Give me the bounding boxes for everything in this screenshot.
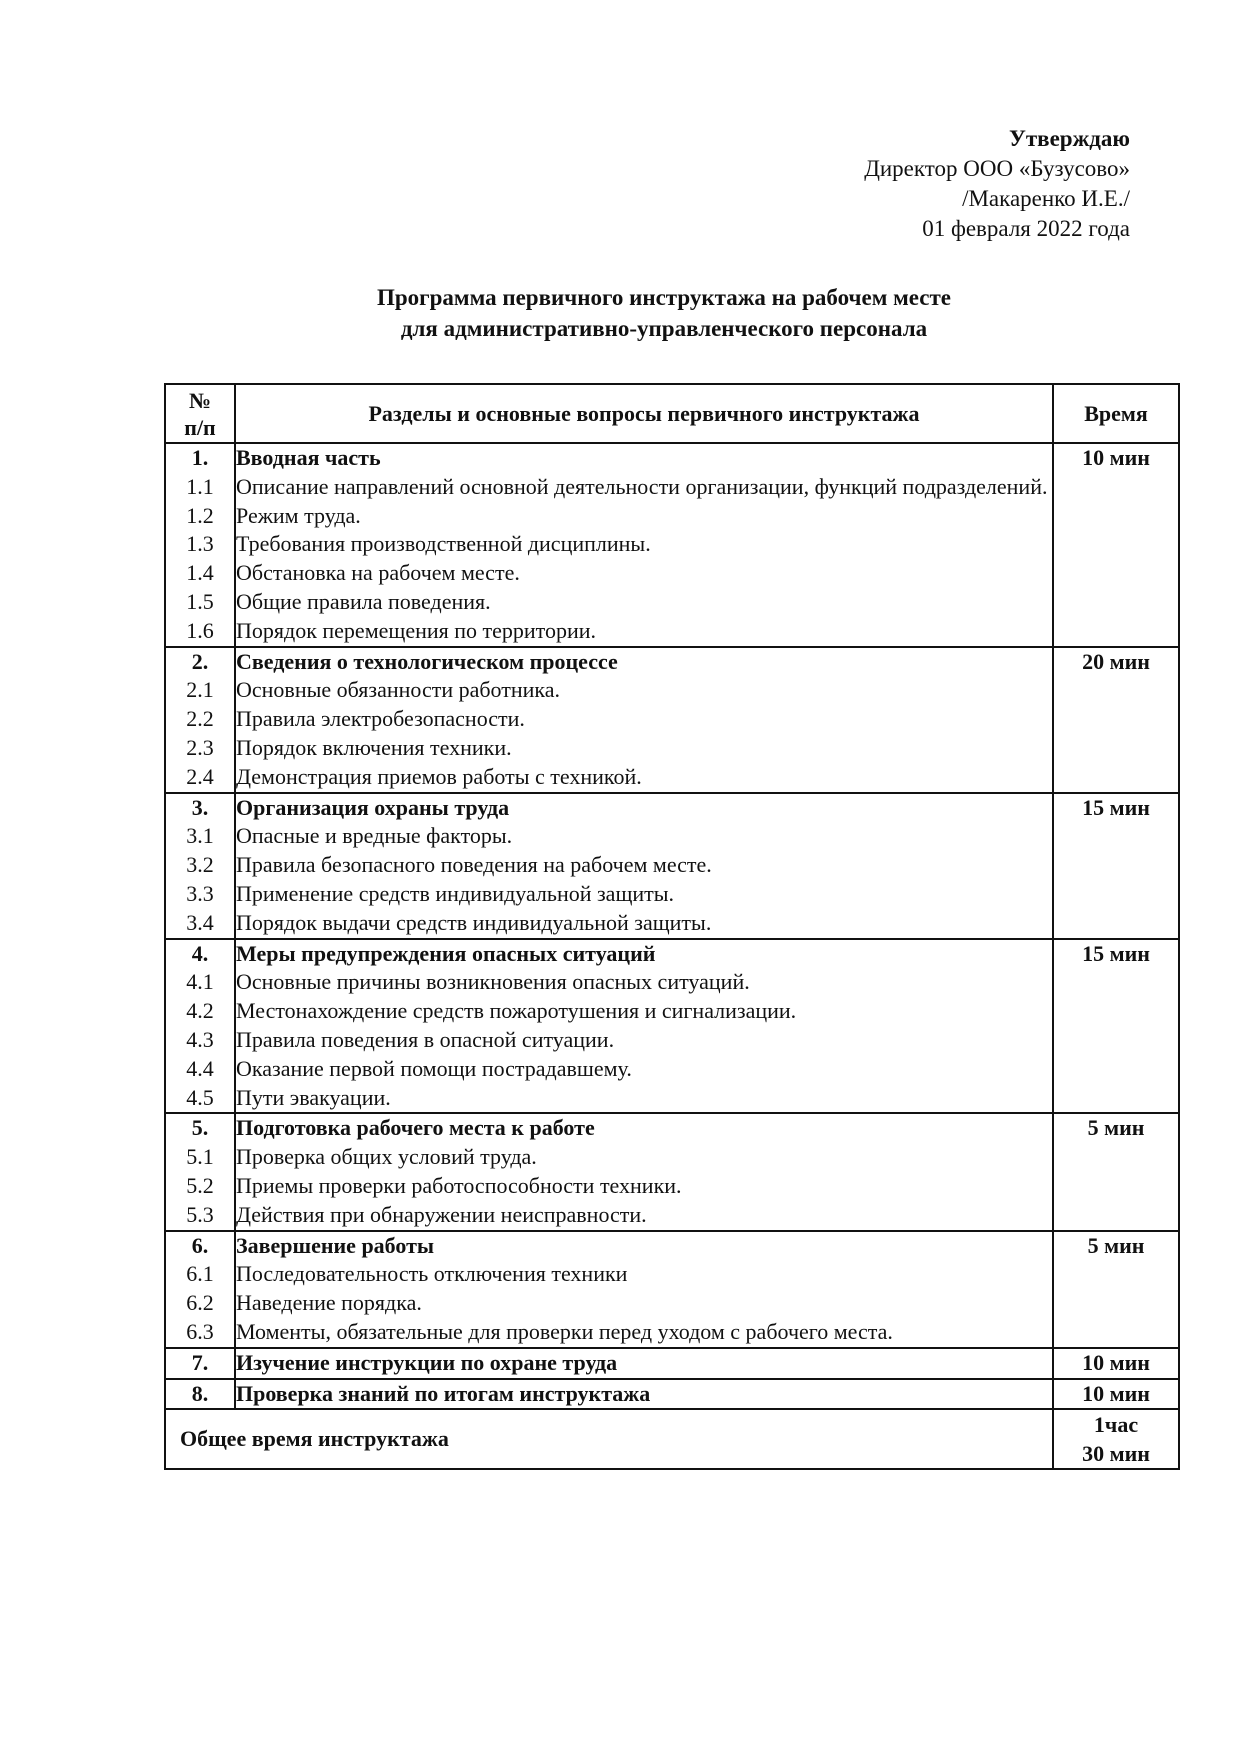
item-row (165, 851, 1179, 880)
approval-name: /Макаренко И.Е./ (962, 186, 1130, 211)
item-time-empty (1053, 734, 1179, 763)
item-time-empty (1053, 851, 1179, 880)
item-row (165, 473, 1179, 502)
item-time-empty (1053, 1143, 1179, 1172)
item-time-empty (1053, 1026, 1179, 1055)
item-time-empty (1053, 1084, 1179, 1114)
item-time-empty (1053, 473, 1179, 502)
header-time: Время (1053, 384, 1179, 443)
section-title: Сведения о технологическом процессе (235, 647, 1053, 677)
item-text: Проверка общих условий труда. (235, 1143, 1053, 1172)
section-row (165, 1379, 1179, 1410)
item-number: 3.3 (165, 880, 235, 909)
section-number: 1. (165, 443, 235, 473)
item-text: Основные обязанности работника. (235, 676, 1053, 705)
item-row (165, 763, 1179, 793)
item-number: 2.4 (165, 763, 235, 793)
total-row (165, 1409, 1179, 1469)
section-time: 10 мин (1053, 1379, 1179, 1410)
total-time (1053, 1409, 1179, 1469)
approval-title: Утверждаю (1009, 126, 1130, 151)
program-table (164, 383, 1180, 1470)
item-text: Правила безопасного поведения на рабочем месте. (235, 851, 1053, 880)
item-time-empty (1053, 880, 1179, 909)
section-time: 5 мин (1053, 1113, 1179, 1143)
section-title: Завершение работы (235, 1231, 1053, 1261)
item-number: 1.6 (165, 617, 235, 647)
item-time-empty (1053, 705, 1179, 734)
approval-date: 01 февраля 2022 года (922, 216, 1130, 241)
section-title: Меры предупреждения опасных ситуаций (235, 939, 1053, 969)
item-number: 1.4 (165, 559, 235, 588)
item-row (165, 676, 1179, 705)
item-number: 4.3 (165, 1026, 235, 1055)
section-time: 10 мин (1053, 443, 1179, 473)
table-body (165, 443, 1179, 1469)
item-time-empty (1053, 1201, 1179, 1231)
item-text: Правила электробезопасности. (235, 705, 1053, 734)
item-text: Наведение порядка. (235, 1289, 1053, 1318)
header-number-line-1: № (188, 387, 212, 413)
item-number: 4.5 (165, 1084, 235, 1114)
document-title (0, 282, 1240, 344)
section-row (165, 1113, 1179, 1143)
section-time: 10 мин (1053, 1348, 1179, 1379)
item-time-empty (1053, 1318, 1179, 1348)
item-text: Требования производственной дисциплины. (235, 530, 1053, 559)
header-sections: Разделы и основные вопросы первичного инструктажа (235, 384, 1053, 443)
item-row (165, 1026, 1179, 1055)
item-time-empty (1053, 530, 1179, 559)
section-row (165, 443, 1179, 473)
item-row (165, 1260, 1179, 1289)
document-title-line-2: для административно-управленческого персонала (400, 316, 928, 341)
item-number: 3.1 (165, 822, 235, 851)
item-text: Правила поведения в опасной ситуации. (235, 1026, 1053, 1055)
item-time-empty (1053, 997, 1179, 1026)
item-number: 4.1 (165, 968, 235, 997)
item-time-empty (1053, 1055, 1179, 1084)
item-text: Местонахождение средств пожаротушения и сигнализации. (235, 997, 1053, 1026)
item-text: Порядок перемещения по территории. (235, 617, 1053, 647)
total-label: Общее время инструктажа (165, 1409, 1053, 1469)
item-number: 6.2 (165, 1289, 235, 1318)
item-text: Опасные и вредные факторы. (235, 822, 1053, 851)
document-title-line-1: Программа первичного инструктажа на рабочем месте (376, 285, 951, 310)
item-text: Применение средств индивидуальной защиты. (235, 880, 1053, 909)
section-number: 8. (165, 1379, 235, 1410)
item-text: Основные причины возникновения опасных ситуаций. (235, 968, 1053, 997)
item-row (165, 1318, 1179, 1348)
item-row (165, 502, 1179, 531)
item-number: 4.2 (165, 997, 235, 1026)
total-time-line-2: 30 мин (1082, 1441, 1150, 1467)
item-number: 1.2 (165, 502, 235, 531)
item-text: Последовательность отключения техники (235, 1260, 1053, 1289)
item-text: Пути эвакуации. (235, 1084, 1053, 1114)
item-text: Демонстрация приемов работы с техникой. (235, 763, 1053, 793)
item-text: Обстановка на рабочем месте. (235, 559, 1053, 588)
section-number: 2. (165, 647, 235, 677)
item-number: 5.3 (165, 1201, 235, 1231)
item-time-empty (1053, 822, 1179, 851)
item-time-empty (1053, 909, 1179, 939)
section-title: Проверка знаний по итогам инструктажа (235, 1379, 1053, 1410)
section-time: 20 мин (1053, 647, 1179, 677)
section-title: Подготовка рабочего места к работе (235, 1113, 1053, 1143)
section-number: 4. (165, 939, 235, 969)
header-number (165, 384, 235, 443)
item-text: Порядок выдачи средств индивидуальной защиты. (235, 909, 1053, 939)
item-time-empty (1053, 559, 1179, 588)
item-time-empty (1053, 502, 1179, 531)
item-row (165, 617, 1179, 647)
item-row (165, 1143, 1179, 1172)
item-text: Режим труда. (235, 502, 1053, 531)
item-time-empty (1053, 1289, 1179, 1318)
item-number: 6.1 (165, 1260, 235, 1289)
item-number: 1.3 (165, 530, 235, 559)
section-row (165, 647, 1179, 677)
item-time-empty (1053, 1172, 1179, 1201)
item-row (165, 559, 1179, 588)
item-text: Оказание первой помощи пострадавшему. (235, 1055, 1053, 1084)
item-text: Порядок включения техники. (235, 734, 1053, 763)
item-row (165, 705, 1179, 734)
table-header-row (165, 384, 1179, 443)
item-row (165, 1289, 1179, 1318)
item-row (165, 997, 1179, 1026)
item-time-empty (1053, 617, 1179, 647)
section-row (165, 793, 1179, 823)
item-time-empty (1053, 588, 1179, 617)
item-text: Описание направлений основной деятельности организации, функций подразделений. (235, 473, 1053, 502)
item-row (165, 968, 1179, 997)
approval-position: Директор ООО «Бузусово» (864, 156, 1130, 181)
section-number: 3. (165, 793, 235, 823)
item-number: 3.2 (165, 851, 235, 880)
item-number: 3.4 (165, 909, 235, 939)
section-row (165, 1231, 1179, 1261)
item-row (165, 909, 1179, 939)
item-time-empty (1053, 1260, 1179, 1289)
section-title: Вводная часть (235, 443, 1053, 473)
approval-block (864, 124, 1130, 244)
section-title: Организация охраны труда (235, 793, 1053, 823)
item-number: 2.2 (165, 705, 235, 734)
item-number: 5.1 (165, 1143, 235, 1172)
section-time: 5 мин (1053, 1231, 1179, 1261)
total-time-line-1: 1час (1093, 1412, 1139, 1438)
section-number: 6. (165, 1231, 235, 1261)
item-text: Общие правила поведения. (235, 588, 1053, 617)
item-row (165, 530, 1179, 559)
item-row (165, 588, 1179, 617)
header-number-line-2: п/п (184, 414, 216, 440)
item-number: 1.1 (165, 473, 235, 502)
section-time: 15 мин (1053, 793, 1179, 823)
section-number: 5. (165, 1113, 235, 1143)
item-number: 2.3 (165, 734, 235, 763)
item-number: 4.4 (165, 1055, 235, 1084)
item-row (165, 1172, 1179, 1201)
section-time: 15 мин (1053, 939, 1179, 969)
item-row (165, 1084, 1179, 1114)
section-number: 7. (165, 1348, 235, 1379)
item-number: 5.2 (165, 1172, 235, 1201)
section-row (165, 1348, 1179, 1379)
item-text: Приемы проверки работоспособности техники. (235, 1172, 1053, 1201)
item-row (165, 822, 1179, 851)
item-row (165, 880, 1179, 909)
item-text: Моменты, обязательные для проверки перед уходом с рабочего места. (235, 1318, 1053, 1348)
item-time-empty (1053, 763, 1179, 793)
section-row (165, 939, 1179, 969)
item-text: Действия при обнаружении неисправности. (235, 1201, 1053, 1231)
item-time-empty (1053, 676, 1179, 705)
section-title: Изучение инструкции по охране труда (235, 1348, 1053, 1379)
item-number: 1.5 (165, 588, 235, 617)
item-number: 6.3 (165, 1318, 235, 1348)
item-row (165, 734, 1179, 763)
item-row (165, 1201, 1179, 1231)
item-time-empty (1053, 968, 1179, 997)
item-number: 2.1 (165, 676, 235, 705)
item-row (165, 1055, 1179, 1084)
